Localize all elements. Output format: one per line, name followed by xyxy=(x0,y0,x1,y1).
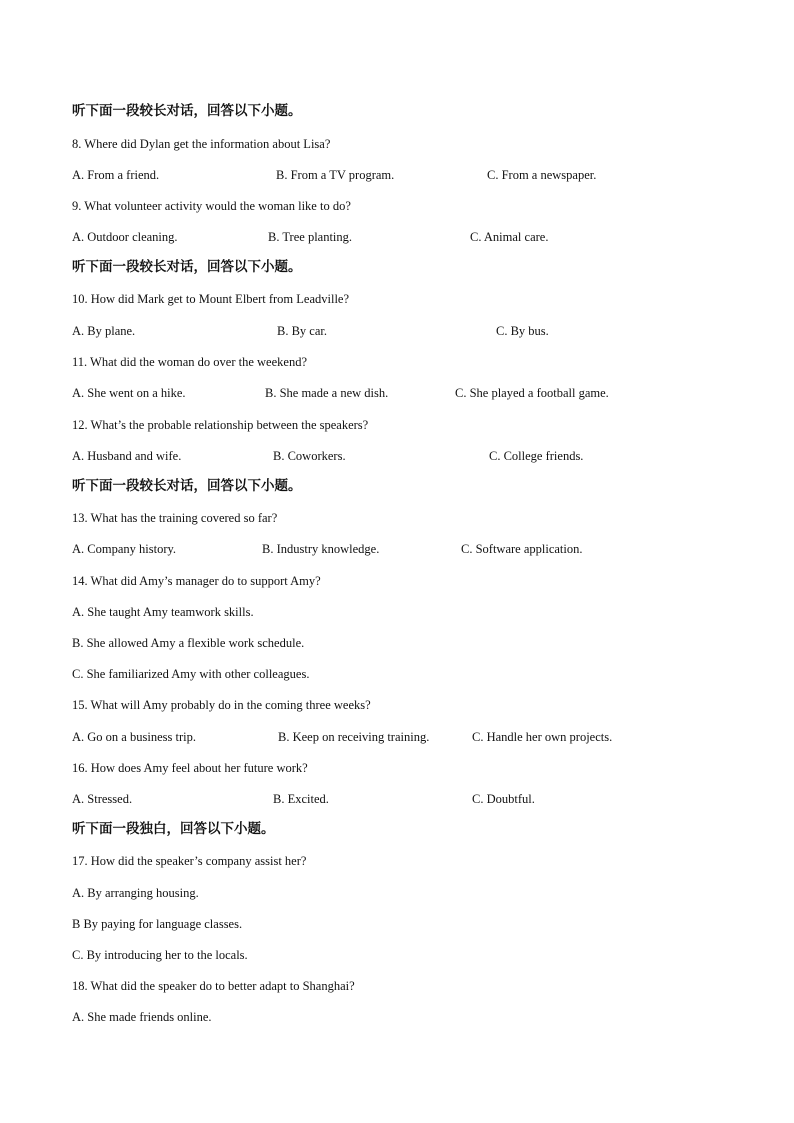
option-12a: A. Husband and wife. xyxy=(72,449,182,463)
question-18: 18. What did the speaker do to better adapt to Shanghai? xyxy=(72,979,355,993)
option-10b: B. By car. xyxy=(277,324,327,338)
question-14: 14. What did Amy’s manager do to support Amy? xyxy=(72,574,321,588)
question-17: 17. How did the speaker’s company assist her? xyxy=(72,854,307,868)
option-14b: B. She allowed Amy a flexible work schedule. xyxy=(72,636,305,650)
option-15c: C. Handle her own projects. xyxy=(472,730,613,744)
option-17a: A. By arranging housing. xyxy=(72,886,199,900)
option-16a: A. Stressed. xyxy=(72,792,133,806)
option-11b: B. She made a new dish. xyxy=(265,386,389,400)
question-12: 12. What’s the probable relationship between the speakers? xyxy=(72,418,369,432)
question-15: 15. What will Amy probably do in the coming three weeks? xyxy=(72,698,371,712)
option-13c: C. Software application. xyxy=(461,542,583,556)
option-9c: C. Animal care. xyxy=(470,230,549,244)
option-8a: A. From a friend. xyxy=(72,168,160,182)
question-10: 10. How did Mark get to Mount Elbert from Leadville? xyxy=(72,292,350,306)
section-heading: 听下面一段较长对话，回答以下小题。 xyxy=(72,478,302,494)
option-16c: C. Doubtful. xyxy=(472,792,535,806)
section-heading: 听下面一段较长对话，回答以下小题。 xyxy=(72,259,302,275)
option-8b: B. From a TV program. xyxy=(276,168,395,182)
question-11: 11. What did the woman do over the weekend? xyxy=(72,355,307,369)
option-10c: C. By bus. xyxy=(496,324,549,338)
option-18a: A. She made friends online. xyxy=(72,1010,212,1024)
question-16: 16. How does Amy feel about her future work? xyxy=(72,761,308,775)
option-14c: C. She familiarized Amy with other colleagues. xyxy=(72,667,310,681)
option-11a: A. She went on a hike. xyxy=(72,386,186,400)
option-13b: B. Industry knowledge. xyxy=(262,542,380,556)
option-9a: A. Outdoor cleaning. xyxy=(72,230,178,244)
option-9b: B. Tree planting. xyxy=(268,230,353,244)
option-15a: A. Go on a business trip. xyxy=(72,730,196,744)
option-12c: C. College friends. xyxy=(489,449,584,463)
question-9: 9. What volunteer activity would the woman like to do? xyxy=(72,199,351,213)
option-14a: A. She taught Amy teamwork skills. xyxy=(72,605,254,619)
option-13a: A. Company history. xyxy=(72,542,177,556)
question-13: 13. What has the training covered so far? xyxy=(72,511,278,525)
option-17b: B By paying for language classes. xyxy=(72,917,243,931)
section-heading: 听下面一段较长对话，回答以下小题。 xyxy=(72,103,302,119)
question-8: 8. Where did Dylan get the information about Lisa? xyxy=(72,137,331,151)
option-16b: B. Excited. xyxy=(273,792,329,806)
option-15b: B. Keep on receiving training. xyxy=(278,730,430,744)
section-heading: 听下面一段独白，回答以下小题。 xyxy=(72,821,275,837)
option-10a: A. By plane. xyxy=(72,324,136,338)
option-8c: C. From a newspaper. xyxy=(487,168,597,182)
option-11c: C. She played a football game. xyxy=(455,386,609,400)
option-12b: B. Coworkers. xyxy=(273,449,346,463)
option-17c: C. By introducing her to the locals. xyxy=(72,948,248,962)
